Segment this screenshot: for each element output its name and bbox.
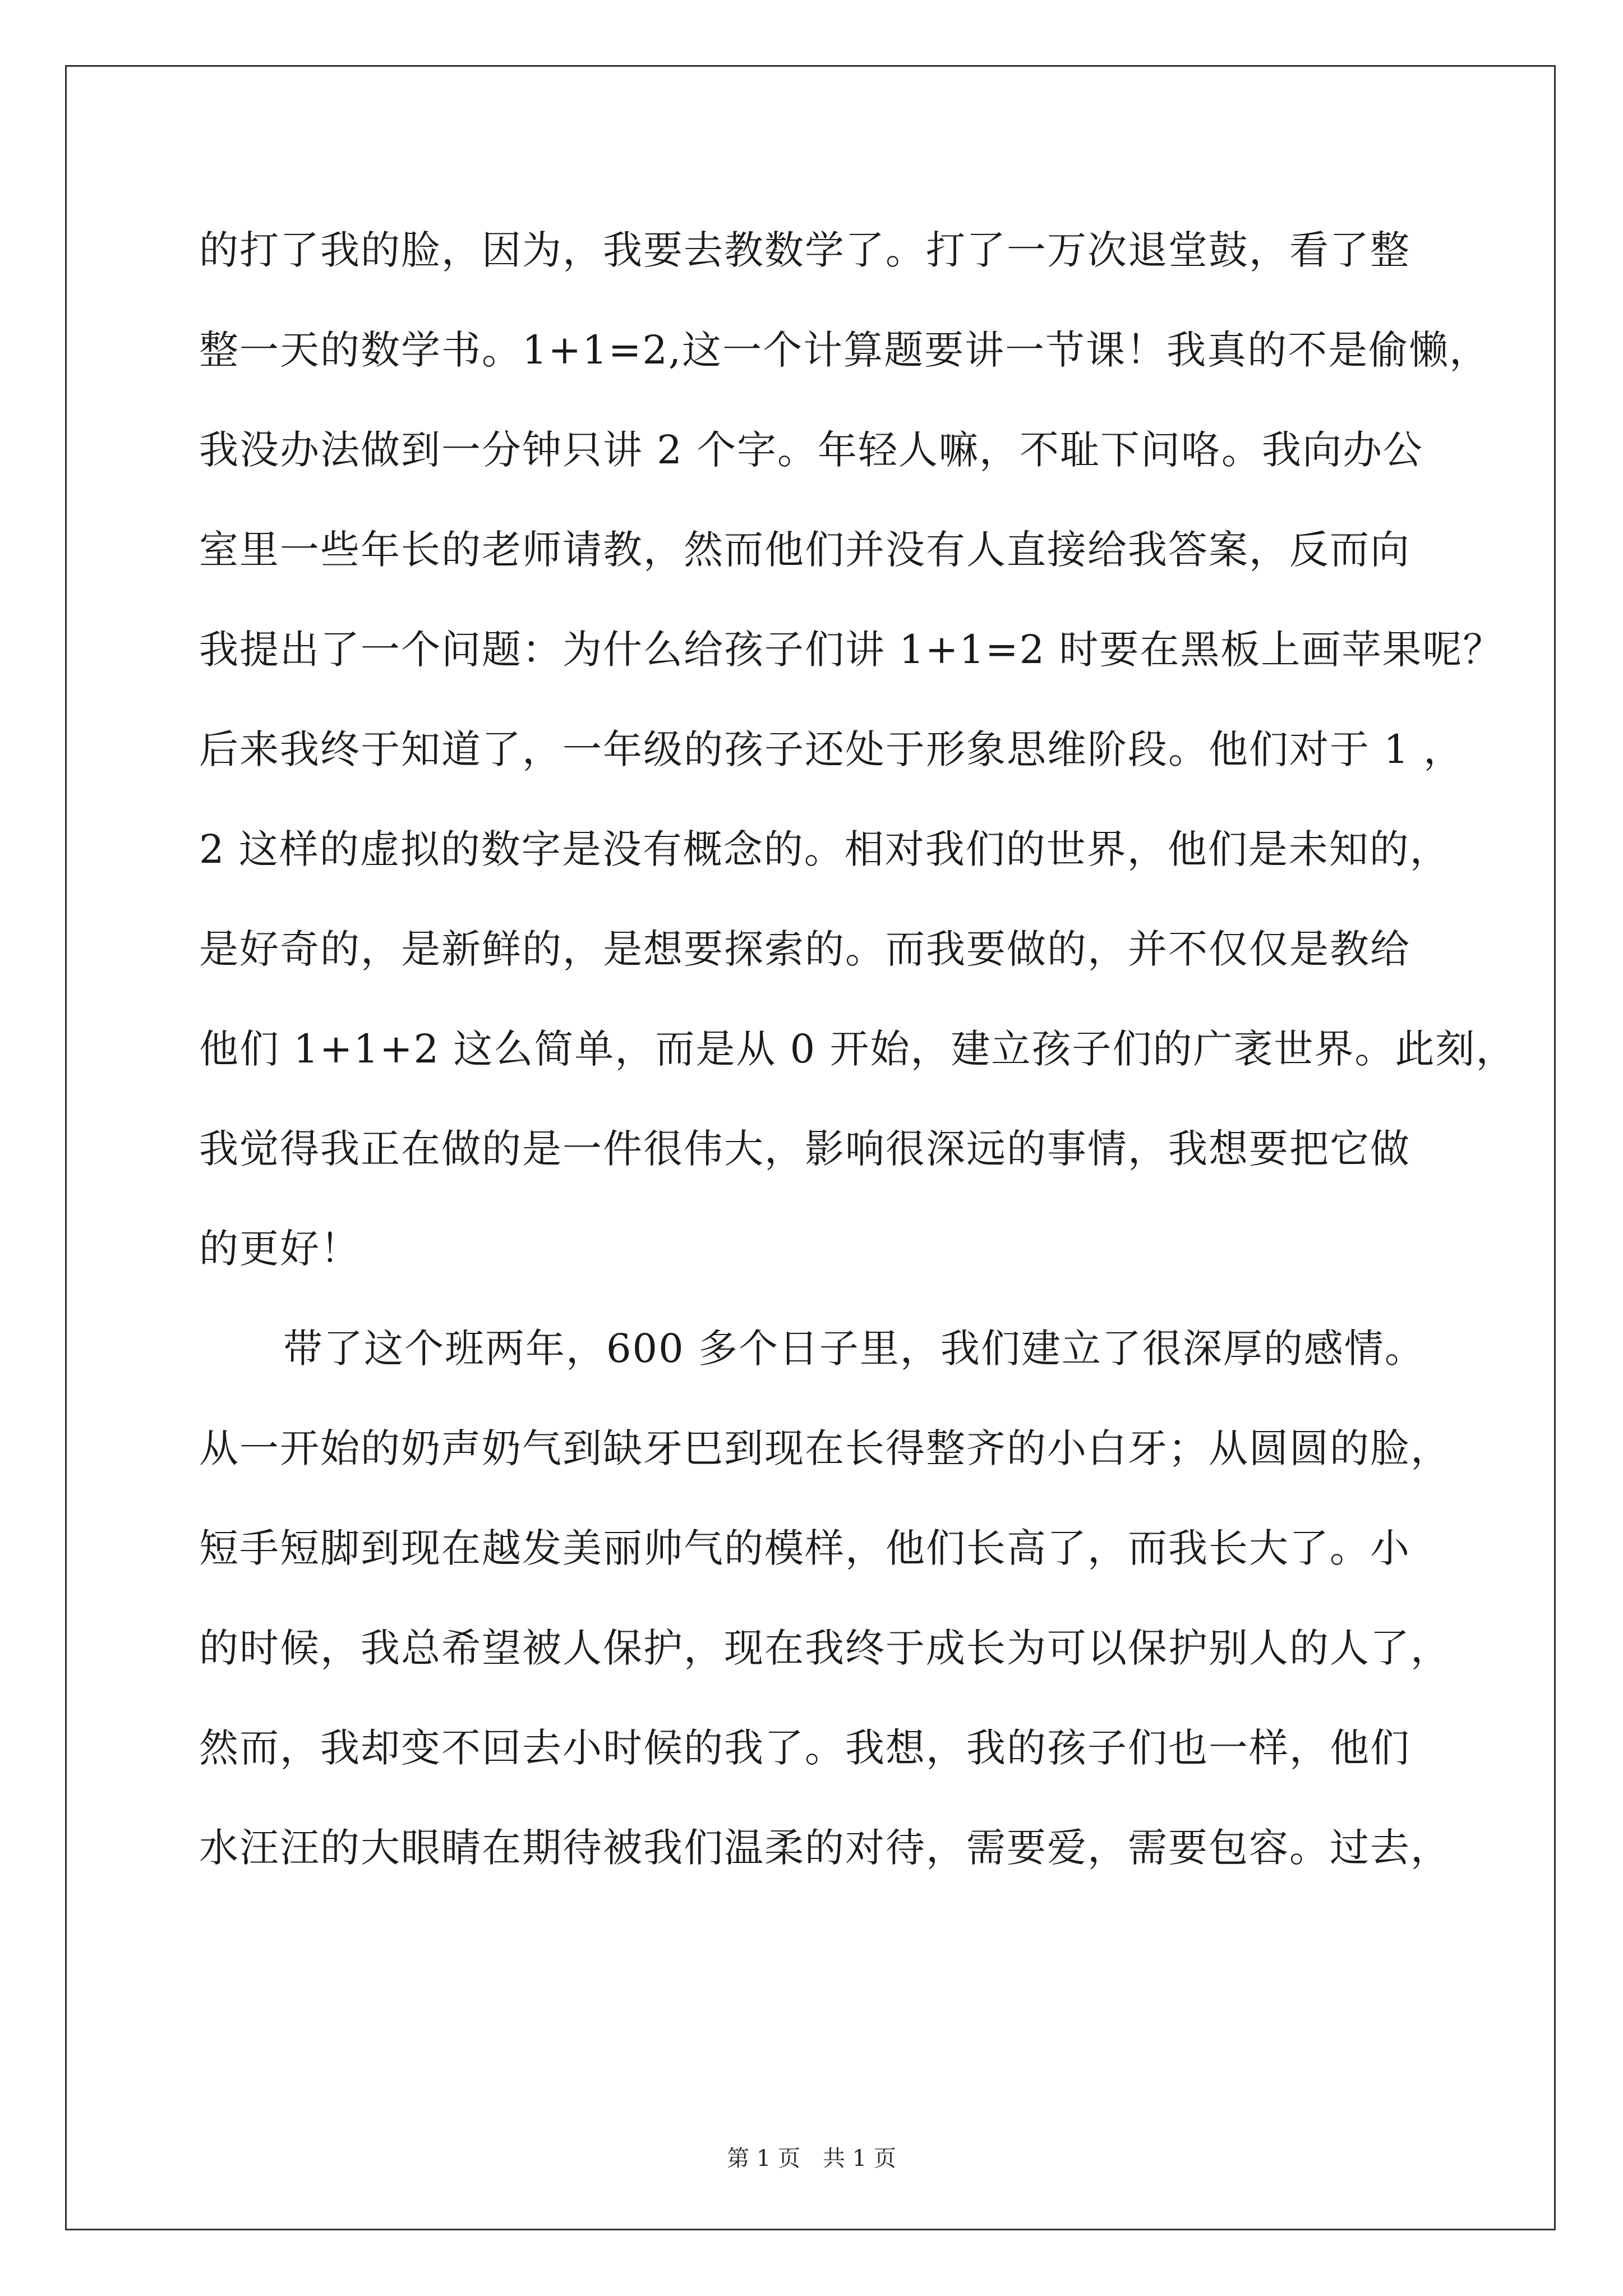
document-body [199,219,1516,1916]
text-line: 是好奇的，是新鲜的，是想要探索的。而我要做的，并不仅仅是教给 [199,926,1410,972]
text-line: 2 这样的虚拟的数字是没有概念的。相对我们的世界，他们是未知的， [199,826,1450,872]
page-number: 第 1 页 共 1 页 [727,2146,896,2171]
text-line: 室里一些年长的老师请教，然而他们并没有人直接给我答案，反而向 [199,527,1410,573]
text-line: 从一开始的奶声奶气到缺牙巴到现在长得整齐的小白牙；从圆圆的脸， [199,1425,1451,1471]
text-line: 我觉得我正在做的是一件很伟大，影响很深远的事情，我想要把它做 [199,1126,1410,1172]
text-line: 水汪汪的大眼睛在期待被我们温柔的对待，需要爱，需要包容。过去， [199,1825,1451,1871]
text-line: 的更好！ [199,1226,361,1272]
page-footer [0,2144,1623,2173]
text-line: 他们 1+1+2 这么简单，而是从 0 开始，建立孩子们的广袤世界。此刻， [199,1026,1516,1072]
text-line: 整一天的数学书。1+1=2,这一个计算题要讲一节课！我真的不是偷懒， [199,327,1490,373]
text-line: 短手短脚到现在越发美丽帅气的模样，他们长高了，而我长大了。小 [199,1525,1410,1571]
text-line: 后来我终于知道了，一年级的孩子还处于形象思维阶段。他们对于 1 ， [199,726,1464,772]
text-line: 的时候，我总希望被人保护，现在我终于成长为可以保护别人的人了， [199,1625,1451,1671]
paragraph-first-line: 带了这个班两年，600 多个日子里，我们建立了很深厚的感情。 [283,1326,1425,1372]
text-line: 我没办法做到一分钟只讲 2 个字。年轻人嘛，不耻下问咯。我向办公 [199,427,1424,473]
text-line: 我提出了一个问题：为什么给孩子们讲 1+1=2 时要在黑板上画苹果呢？ [199,627,1504,673]
text-line: 然而，我却变不回去小时候的我了。我想，我的孩子们也一样，他们 [199,1725,1410,1771]
text-line: 的打了我的脸，因为，我要去教数学了。打了一万次退堂鼓，看了整 [199,227,1410,273]
